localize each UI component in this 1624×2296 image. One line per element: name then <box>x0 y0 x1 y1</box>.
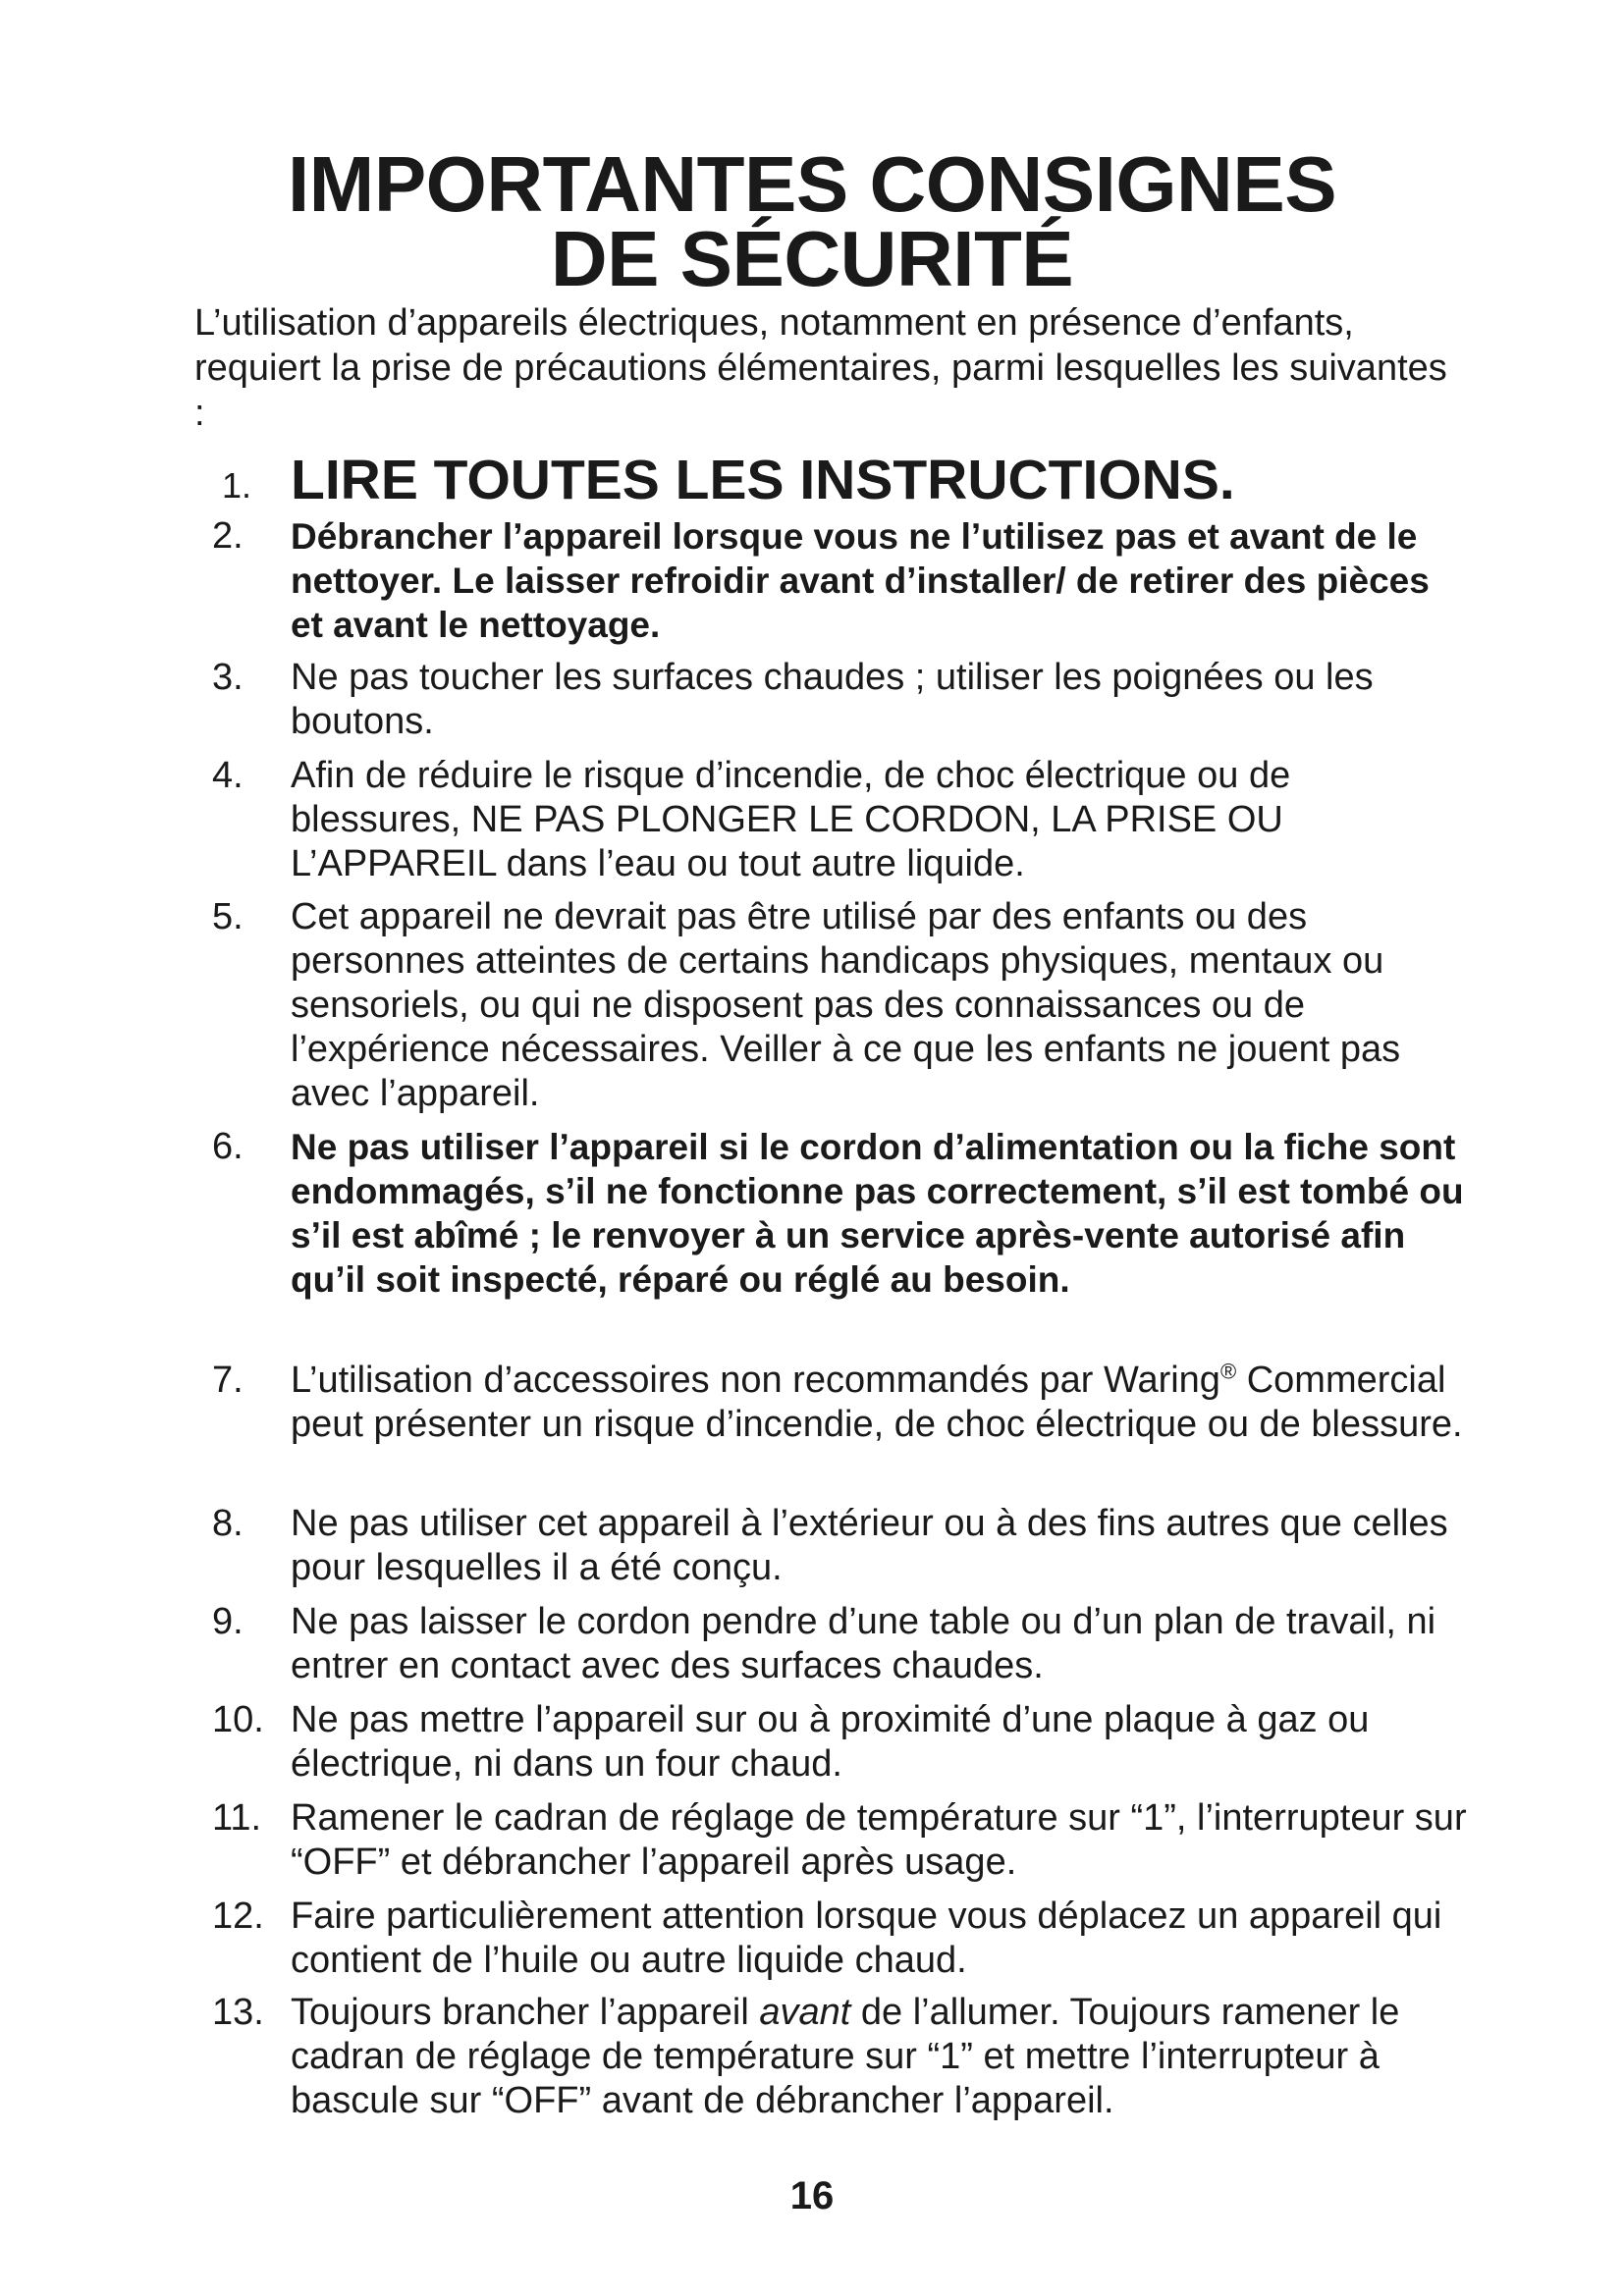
item-number: 13. <box>212 1992 264 2033</box>
item-number: 9. <box>212 1601 244 1642</box>
item-number: 11. <box>212 1797 262 1839</box>
item-text: Cet appareil ne devrait pas être utilisé par des enfants ou des personnes atteintes de certains handicaps physiques, mentaux ou sensoriels, ou qui ne disposent pas des connaissances ou de l’expérience nécessaires. Veiller à ce que les enfants ne jouent pas avec l’appareil. <box>291 896 1401 1114</box>
page-title-line-2: DE SÉCURITÉ <box>550 215 1074 302</box>
intro-paragraph: L’utilisation d’appareils électriques, notamment en présence d’enfants, requiert la prise de précautions élémentaires, parmi lesquelles les suivantes : <box>194 302 1447 434</box>
item-number: 5. <box>212 896 244 937</box>
item-text-end: de l’allumer. Toujours ramener le cadran de réglage de température sur “1” et mettre l’interrupteur à bascule sur “OFF” avant de débrancher l’appareil. <box>291 1992 1400 2121</box>
item-number: 8. <box>212 1503 244 1544</box>
item-text <box>291 1991 1469 2123</box>
item-number: 12. <box>212 1896 264 1937</box>
item-number: 1. <box>222 465 252 506</box>
item-number: 2. <box>212 515 244 557</box>
item-text: Faire particulièrement attention lorsque vous déplacez un appareil qui contient de l’huile ou autre liquide chaud. <box>291 1896 1442 1981</box>
item-text: Ramener le cadran de réglage de température sur “1”, l’interrupteur sur “OFF” et débrancher l’appareil après usage. <box>291 1797 1467 1883</box>
item-number: 4. <box>212 755 244 796</box>
item-number: 10. <box>212 1699 264 1740</box>
item-text-end: Commercial peut présenter un risque d’incendie, de choc électrique ou de blessure. <box>291 1360 1463 1445</box>
item-text: LIRE TOUTES LES INSTRUCTIONS. <box>291 449 1235 511</box>
page-number: 16 <box>789 2174 835 2217</box>
item-number: 3. <box>212 657 244 698</box>
item-text-start: L’utilisation d’accessoires non recommandés par Waring <box>291 1360 1220 1401</box>
item-text: Ne pas toucher les surfaces chaudes ; utiliser les poignées ou les boutons. <box>291 657 1374 742</box>
item-text: Ne pas mettre l’appareil sur ou à proximité d’une plaque à gaz ou électrique, ni dans un four chaud. <box>291 1699 1370 1785</box>
item-text <box>291 1359 1469 1447</box>
item-text-emphasis: avant <box>759 1992 851 2033</box>
item-text: Ne pas utiliser cet appareil à l’extérieur ou à des fins autres que celles pour lesquelles il a été conçu. <box>291 1503 1448 1588</box>
item-text: Afin de réduire le risque d’incendie, de choc électrique ou de blessures, NE PAS PLONGER LE CORDON, LA PRISE OU L’APPAREIL dans l’eau ou tout autre liquide. <box>291 755 1291 884</box>
item-text: Débrancher l’appareil lorsque vous ne l’utilisez pas et avant de le nettoyer. Le laisser refroidir avant d’installer/ de retirer des pièces et avant le nettoyage. <box>291 516 1430 645</box>
item-text-start: Toujours brancher l’appareil <box>291 1992 760 2033</box>
page-title-line-1: IMPORTANTES CONSIGNES <box>287 140 1337 228</box>
item-text: Ne pas laisser le cordon pendre d’une table ou d’un plan de travail, ni entrer en contact avec des surfaces chaudes. <box>291 1601 1436 1686</box>
item-number: 7. <box>212 1360 244 1401</box>
registered-mark: ® <box>1219 1359 1237 1384</box>
item-text: Ne pas utiliser l’appareil si le cordon d’alimentation ou la fiche sont endommagés, s’il ne fonctionne pas correctement, s’il est tombé ou s’il est abîmé ; le renvoyer à un service après-vente autorisé afin qu’il soit inspecté, réparé ou réglé au besoin. <box>291 1127 1464 1300</box>
item-number: 6. <box>212 1126 244 1167</box>
